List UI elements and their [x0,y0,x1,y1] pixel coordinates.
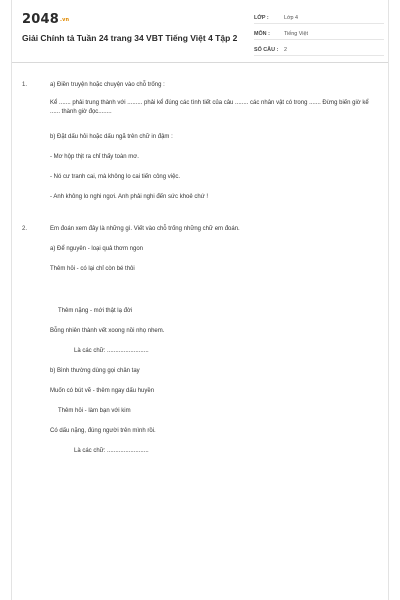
question-line: b) Bình thường dùng gọi chân tay [50,368,140,374]
meta-label: LỚP : [254,14,269,21]
question-line: - Nó cư tranh cai, mà không lo cai tiến công việc. [50,174,181,180]
meta-value: Tiếng Việt [284,30,308,37]
page-title: Giải Chính tả Tuần 24 trang 34 VBT Tiếng Việt 4 Tập 2 [22,33,238,43]
meta-row-class [254,12,384,24]
logo-tld: .vn [59,17,70,23]
question-line: a) Điền truyện hoặc chuyện vào chỗ trống : [50,82,165,88]
question-line: - Mơ hộp thịt ra chỉ thấy toàn mơ. [50,154,139,160]
site-logo[interactable] [22,12,69,27]
question-line: Muốn có bút vẽ - thêm ngay dấu huyền [50,388,155,394]
meta-label: MÔN : [254,30,270,37]
meta-row-count [254,44,384,56]
question-number: 1. [22,82,28,88]
meta-row-subject [254,28,384,40]
question-number: 2. [22,226,28,232]
document-page [11,0,389,600]
question-line: b) Đặt dấu hỏi hoặc dấu ngã trên chữ in đậm : [50,134,173,140]
question-line: - Anh không lo nghi ngơi. Anh phải nghi đến sức khoẻ chứ ! [50,194,209,200]
logo-text: 2048 [22,12,59,27]
question-line: Kể ....... phải trung thành với ......... phải kể đúng các tình tiết của câu ........ các nhân vật có trong ....... Đừng biến giờ kể ...... thành giờ đọc........ [50,100,369,115]
answer-blank: Là các chữ: ......................... [74,348,149,354]
question-line: a) Để nguyên - loại quả thơm ngon [50,246,143,252]
document-header [12,0,388,63]
meta-info [254,12,384,60]
meta-label: SỐ CÂU : [254,46,279,53]
question-line: Thêm hỏi - làm bạn với kim [58,408,131,414]
question-line: Thêm hỏi - có lại chỉ còn bé thôi [50,266,135,272]
question-line: Có dấu nặng, đúng người trên mình rồi. [50,428,156,434]
question-line: Thêm nặng - mới thật lạ đời [58,308,133,314]
question-line: Bỗng nhiên thành vết xoong nồi nhọ nhem. [50,328,165,334]
meta-value: 2 [284,46,287,53]
question-line: Em đoán xem đây là những gì. Viết vào chỗ trống những chữ em đoán. [50,226,240,232]
meta-value: Lớp 4 [284,14,299,21]
answer-blank: Là các chữ: ......................... [74,448,149,454]
